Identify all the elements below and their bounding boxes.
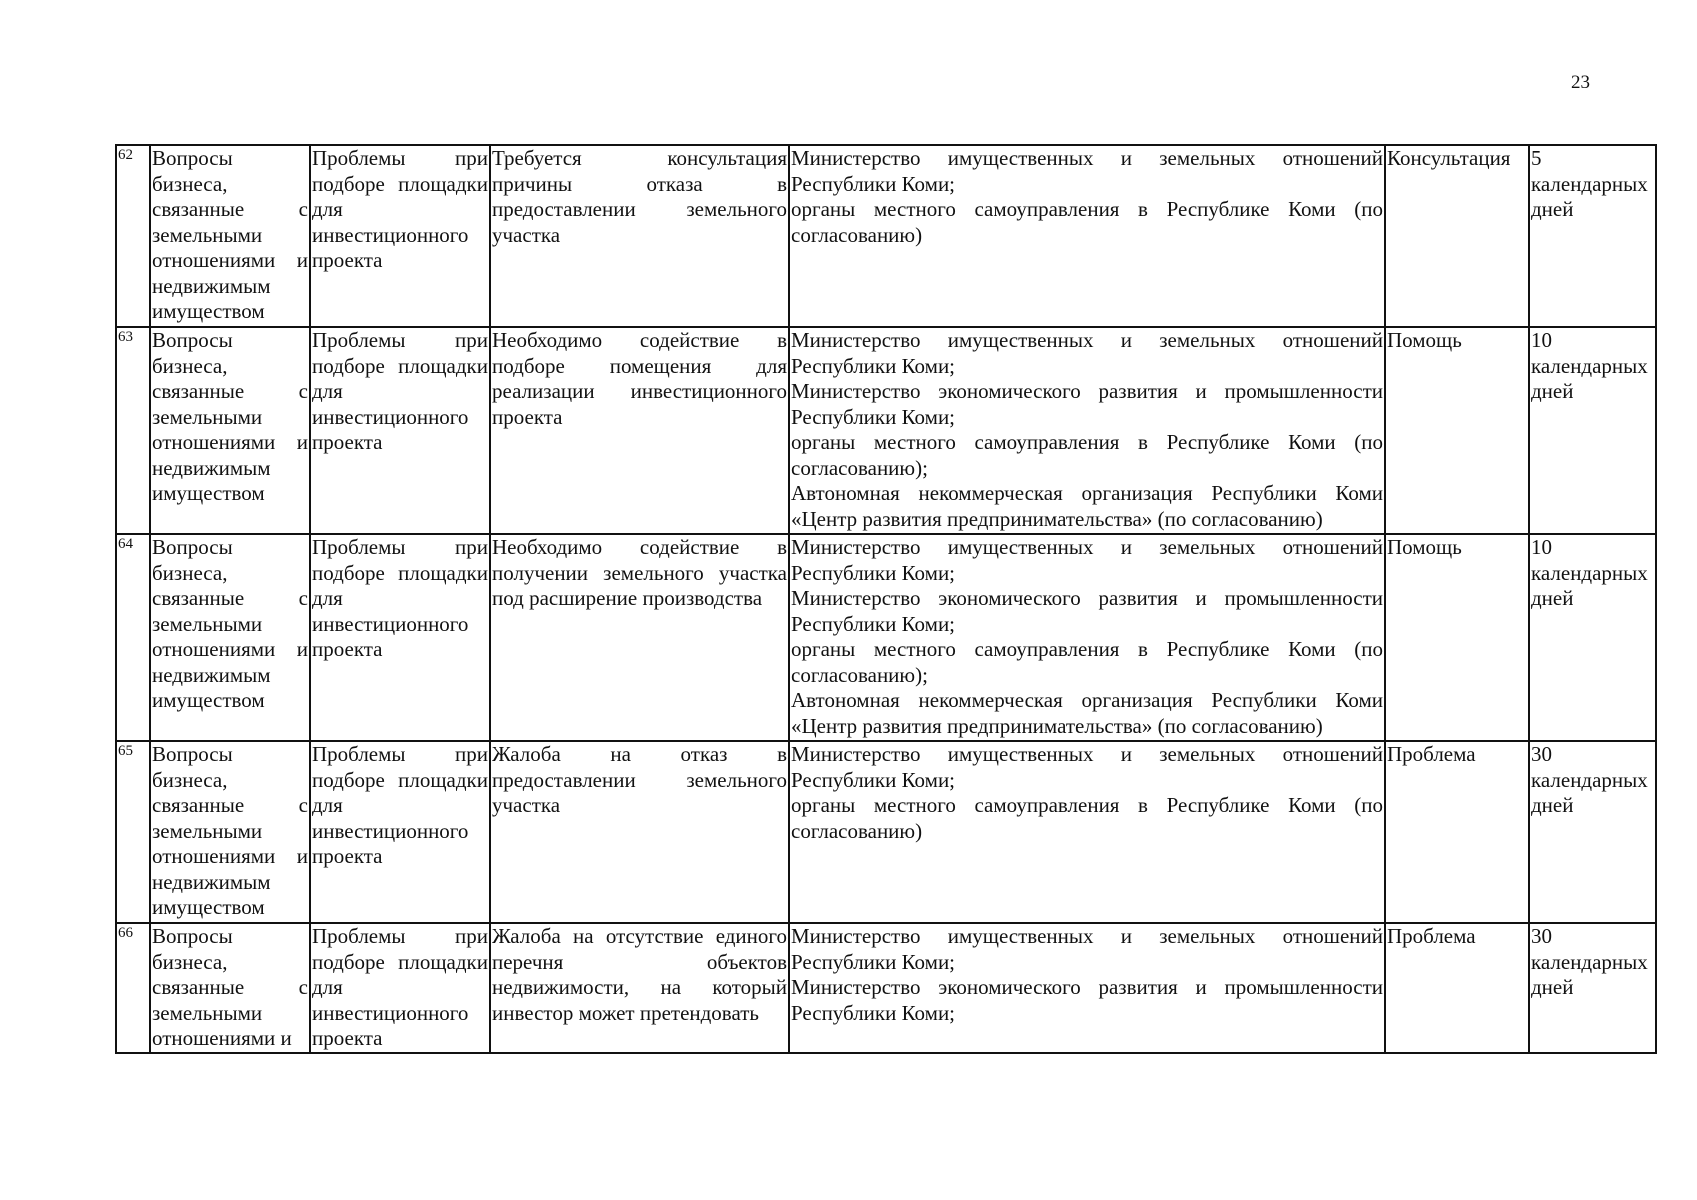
request-type-cell: Помощь: [1385, 327, 1529, 534]
problem-cell: Проблемы при подборе площадки для инвестиционного проекта: [310, 145, 490, 327]
table-row: [116, 923, 1656, 1053]
issue-category-cell: Вопросы бизнеса, связанные с земельными отношениями и: [150, 923, 310, 1053]
responsible-body: Министерство имущественных и земельных отношений Республики Коми;: [791, 328, 1383, 378]
responsible-bodies-cell: [789, 923, 1385, 1053]
issue-category-cell: Вопросы бизнеса, связанные с земельными отношениями и недвижимым имуществом: [150, 327, 310, 534]
responsible-body: органы местного самоуправления в Республике Коми (по согласованию);: [791, 430, 1383, 480]
responsible-bodies-cell: [789, 327, 1385, 534]
table-row: [116, 534, 1656, 741]
request-type-cell: Проблема: [1385, 923, 1529, 1053]
responsible-body: органы местного самоуправления в Республике Коми (по согласованию);: [791, 637, 1383, 687]
row-number: 62: [116, 145, 150, 327]
request-cell: Необходимо содействие в подборе помещения для реализации инвестиционного проекта: [490, 327, 789, 534]
table-row: [116, 741, 1656, 923]
problem-cell: Проблемы при подборе площадки для инвестиционного проекта: [310, 923, 490, 1053]
problem-cell: Проблемы при подборе площадки для инвестиционного проекта: [310, 534, 490, 741]
response-term-cell: 10 календарных дней: [1529, 327, 1656, 534]
request-cell: Необходимо содействие в получении земельного участка под расширение производства: [490, 534, 789, 741]
page-number: 23: [1571, 72, 1590, 93]
response-term-cell: 30 календарных дней: [1529, 741, 1656, 923]
responsible-body: Автономная некоммерческая организация Республики Коми «Центр развития предпринимательства» (по согласованию): [791, 481, 1383, 531]
table-row: [116, 145, 1656, 327]
responsible-body: Министерство имущественных и земельных отношений Республики Коми;: [791, 535, 1383, 585]
responsible-bodies-cell: [789, 145, 1385, 327]
response-term-cell: 5 календарных дней: [1529, 145, 1656, 327]
responsible-body: Министерство экономического развития и промышленности Республики Коми;: [791, 379, 1383, 429]
responsible-body: Министерство экономического развития и промышленности Республики Коми;: [791, 586, 1383, 636]
row-number: 65: [116, 741, 150, 923]
response-term-cell: 30 календарных дней: [1529, 923, 1656, 1053]
request-cell: Жалоба на отказ в предоставлении земельного участка: [490, 741, 789, 923]
responsible-body: Министерство имущественных и земельных отношений Республики Коми;: [791, 924, 1383, 974]
responsible-bodies-cell: [789, 534, 1385, 741]
responsible-body: Министерство имущественных и земельных отношений Республики Коми;: [791, 742, 1383, 792]
responsible-body: органы местного самоуправления в Республике Коми (по согласованию): [791, 793, 1383, 843]
row-number: 64: [116, 534, 150, 741]
problem-cell: Проблемы при подборе площадки для инвестиционного проекта: [310, 327, 490, 534]
request-cell: Требуется консультация причины отказа в предоставлении земельного участка: [490, 145, 789, 327]
issue-category-cell: Вопросы бизнеса, связанные с земельными отношениями и недвижимым имуществом: [150, 741, 310, 923]
responsible-bodies-cell: [789, 741, 1385, 923]
responsible-body: Автономная некоммерческая организация Республики Коми «Центр развития предпринимательства» (по согласованию): [791, 688, 1383, 738]
responsible-body: Министерство имущественных и земельных отношений Республики Коми;: [791, 146, 1383, 196]
request-type-cell: Помощь: [1385, 534, 1529, 741]
problem-cell: Проблемы при подборе площадки для инвестиционного проекта: [310, 741, 490, 923]
table-row: [116, 327, 1656, 534]
response-term-cell: 10 календарных дней: [1529, 534, 1656, 741]
appeals-table: [115, 144, 1657, 1054]
request-type-cell: Проблема: [1385, 741, 1529, 923]
row-number: 66: [116, 923, 150, 1053]
responsible-body: Министерство экономического развития и промышленности Республики Коми;: [791, 975, 1383, 1025]
responsible-body: органы местного самоуправления в Республике Коми (по согласованию): [791, 197, 1383, 247]
row-number: 63: [116, 327, 150, 534]
issue-category-cell: Вопросы бизнеса, связанные с земельными отношениями и недвижимым имуществом: [150, 534, 310, 741]
request-cell: Жалоба на отсутствие единого перечня объектов недвижимости, на который инвестор может претендовать: [490, 923, 789, 1053]
request-type-cell: Консультация: [1385, 145, 1529, 327]
issue-category-cell: Вопросы бизнеса, связанные с земельными отношениями и недвижимым имуществом: [150, 145, 310, 327]
